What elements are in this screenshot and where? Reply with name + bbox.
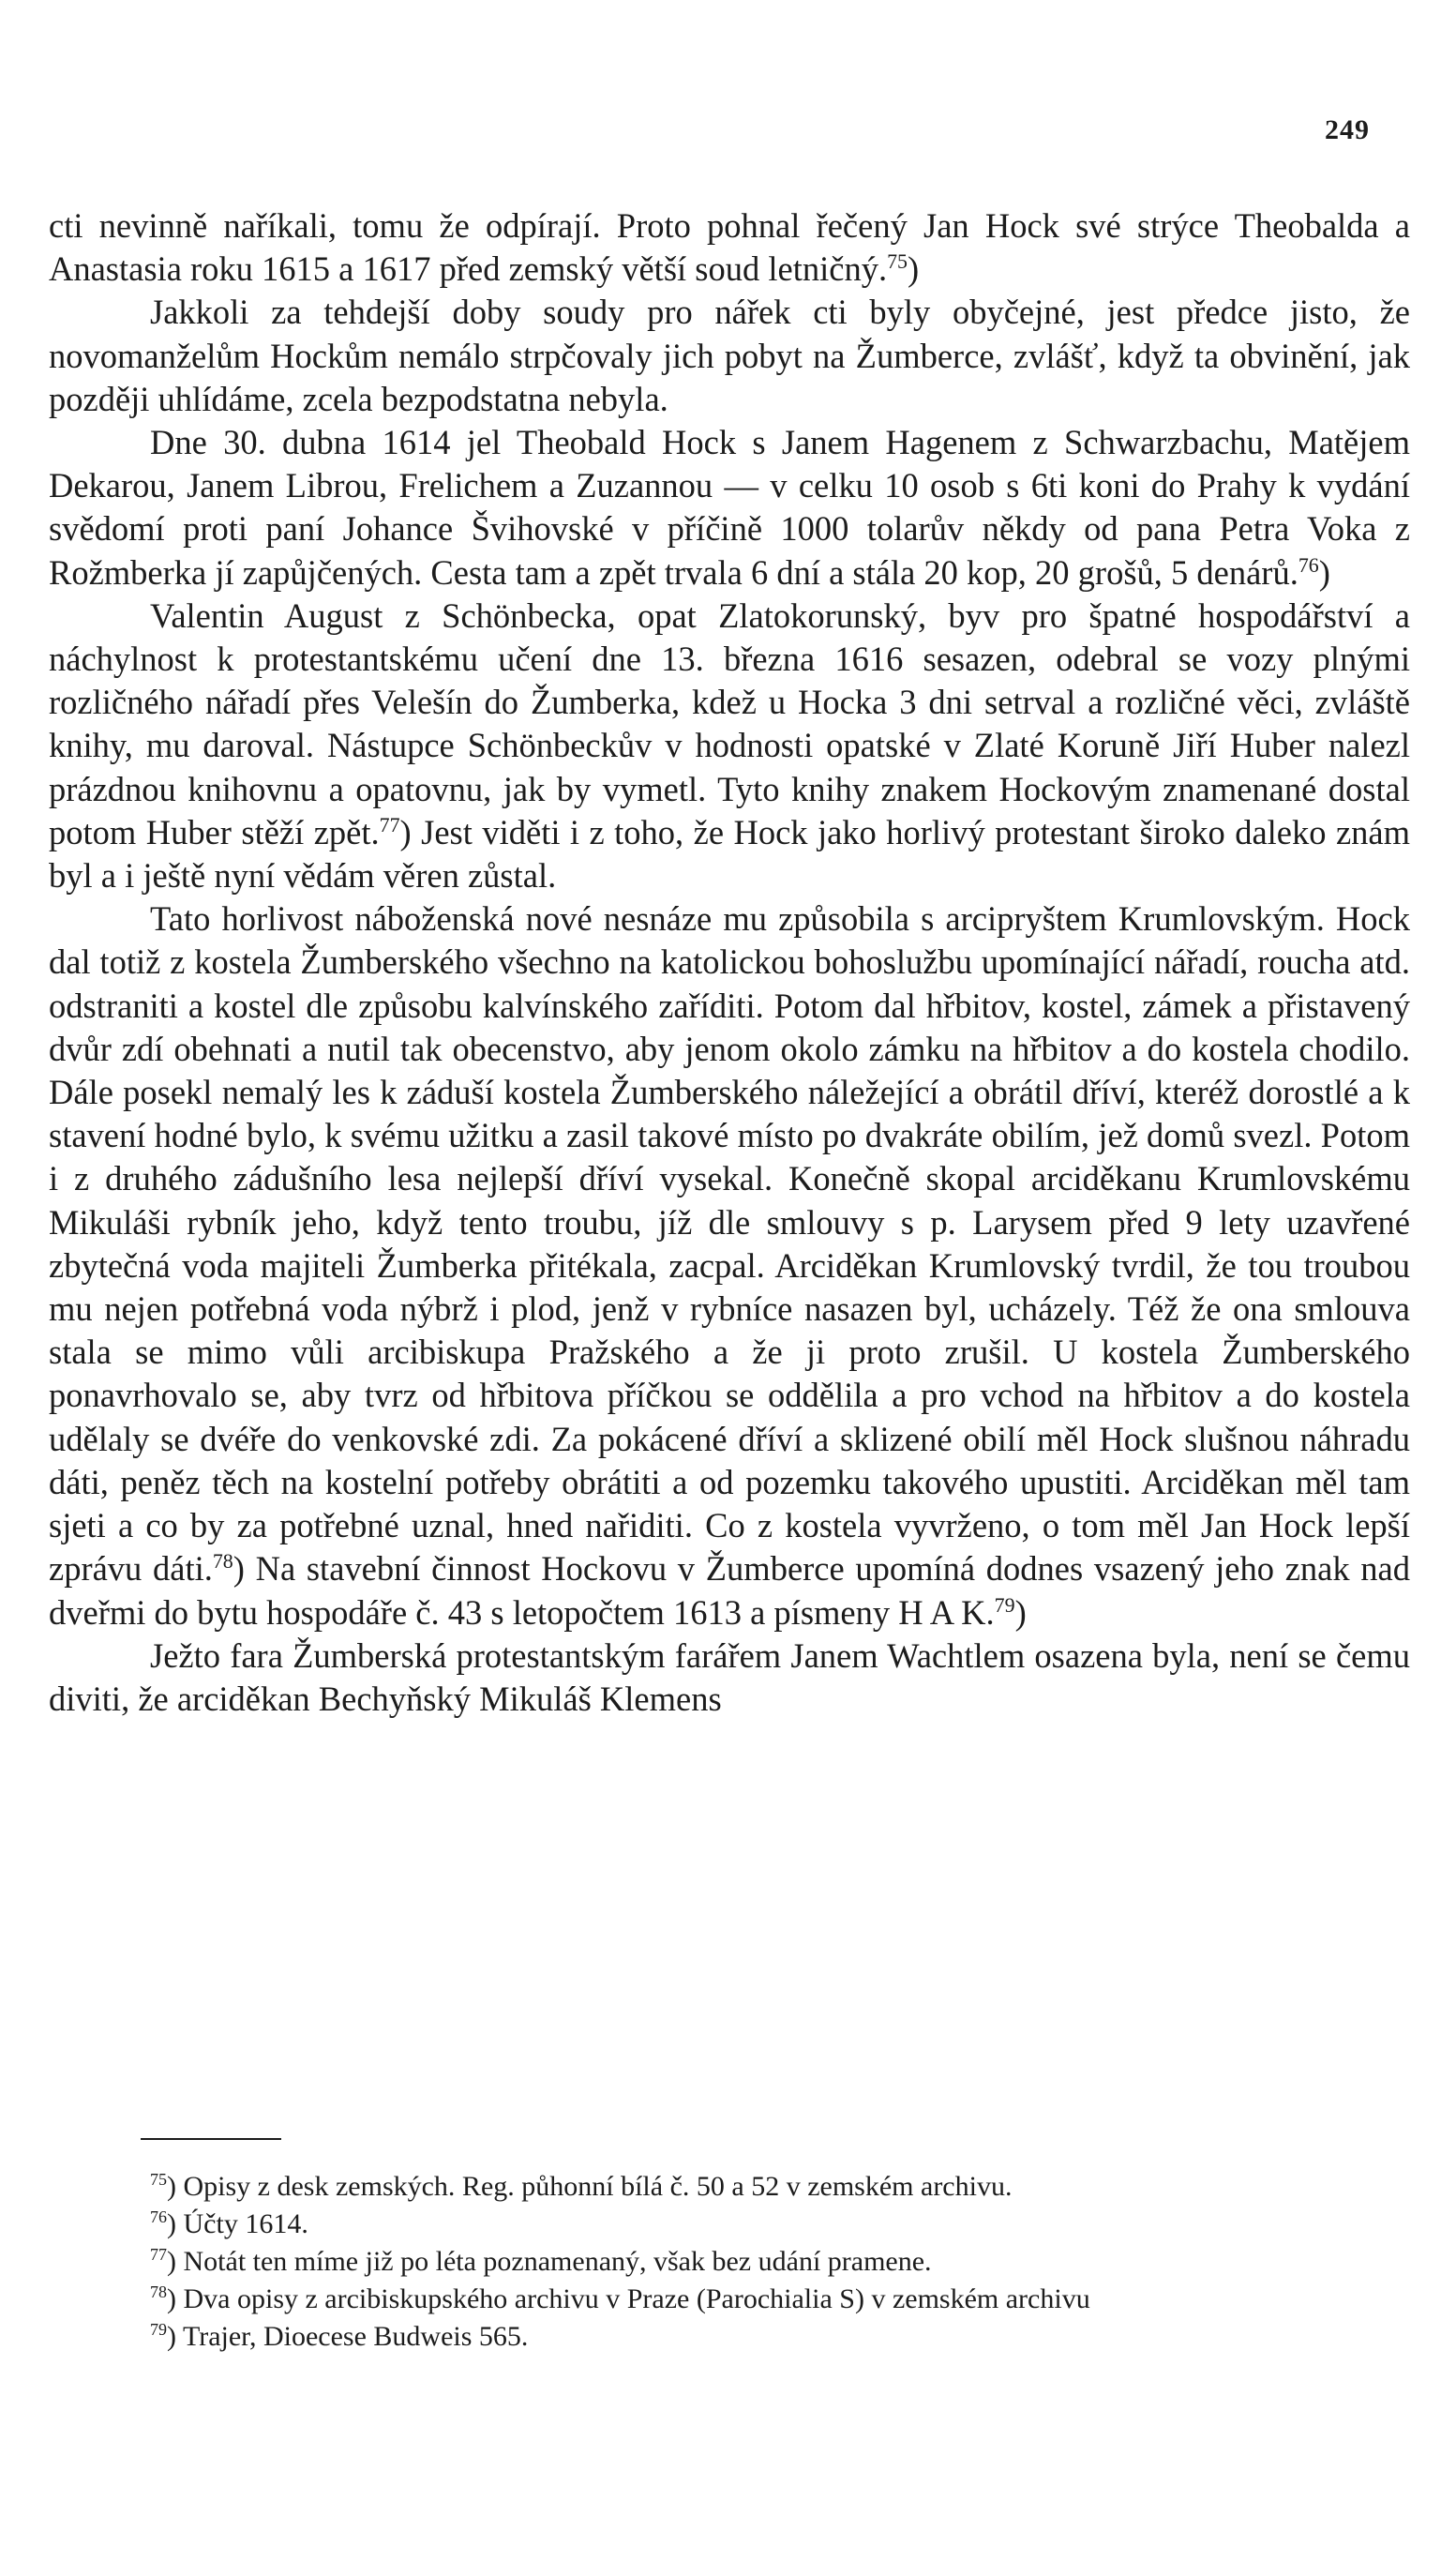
paragraph-1: cti nevinně naříkali, tomu že odpírají. Proto pohnal řečený Jan Hock své strýce Theobalda a Anastasia roku 1615 a 1617 před zemský větší soud letničný.$^{75}$) (49, 206, 1410, 289)
footnote-75: $^{75}$) Opisy z desk zemských. Reg. půhonní bílá č. 50 a 52 v zemském archivu. (150, 2170, 1013, 2202)
footnote-77: $^{77}$) Notát ten míme již po léta poznamenaný, však bez udání pramene. (150, 2245, 932, 2277)
footnote-76: $^{76}$) Účty 1614. (150, 2207, 308, 2239)
footnote-ref-76: 76 (1298, 552, 1319, 577)
footnote-79: $^{79}$) Trajer, Dioecese Budweis 565. (150, 2320, 529, 2352)
footnote-ref-77: 77 (379, 812, 400, 836)
footnote-divider (141, 2138, 281, 2140)
paragraph-4: Valentin August z Schönbecka, opat Zlatokorunský, byv pro špatné hospodářství a náchylnost k protestantskému učení dne 13. března 1616 sesazen, odebral se vozy plnými rozličného nářadí přes Velešín do Žumberka, kdež u Hocka 3 dni setrval a rozličné věci, zvláště knihy, mu daroval. Nástupce Schönbeckův v hodnosti opatské v Zlaté Koruně Jiří Huber nalezl prázdnou knihovnu a opatovnu, jak by vymetl. Tyto knihy znakem Hockovým znamenané dostal potom Huber stěží zpět.$^{77}$) Jest viděti i z toho, že Hock jako horlivý protestant široko daleko znám byl a i ještě nyní vědám věren zůstal. (49, 595, 1411, 896)
paragraph-2: Jakkoli za tehdejší doby soudy pro nářek cti byly obyčejné, jest předce jisto, že novomanželům Hockům nemálo strpčovaly jich pobyt na Žumberce, zvlášť, když ta obvinění, jak později uhlídáme, zcela bezpodstatna nebyla. (49, 293, 1410, 418)
footnotes (49, 2168, 1410, 2356)
paragraph-3: Dne 30. dubna 1614 jel Theobald Hock s Janem Hagenem z Schwarzbachu, Matějem Dekarou, Janem Librou, Frelichem a Zuzannou — v celku 10 osob s 6ti koni do Prahy k vydání svědomí proti paní Johance Švihovské v příčině 1000 tolarův někdy od pana Petra Voka z Rožmberka jí zapůjčených. Cesta tam a zpět trvala 6 dní a stála 20 kop, 20 grošů, 5 denárů.$^{76}$) (49, 423, 1410, 592)
footnote-ref-78: 78 (212, 1549, 233, 1574)
paragraph-6: Ježto fara Žumberská protestantským farářem Janem Wachtlem osazena byla, není se čemu diviti, že arciděkan Bechyňský Mikuláš Klemens (49, 1635, 1410, 1718)
footnote-ref-79: 79 (994, 1592, 1015, 1617)
page-number: 249 (1325, 114, 1370, 145)
footnote-78: $^{78}$) Dva opisy z arcibiskupského archivu v Praze (Parochialia S) v zemském archivu (150, 2282, 1090, 2314)
body-text (49, 204, 1410, 1721)
footnote-ref-75: 75 (887, 249, 908, 274)
paragraph-5: Tato horlivost náboženská nové nesnáze mu způsobila s arcipryštem Krumlovským. Hock dal totiž z kostela Žumberského všechno na katolickou bohoslužbu upomínající nářadí, roucha atd. odstraniti a kostel dle způsobu kalvínského zaříditi. Potom dal hřbitov, kostel, zámek a přistavený dvůr zdí obehnati a nutil tak obecenstvo, aby jenom okolo zámku na hřbitov a do kostela chodilo. Dále posekl nemalý les k záduší kostela Žumberského náležející a obrátil dříví, kteréž dorostlé a k stavení hodné bylo, k svému užitku a zasil takové místo po dvakráte obilím, jež domů svezl. Potom i z druhého zádušního lesa nejlepší dříví vysekal. Konečně skopal arciděkanu Krumlovskému Mikuláši rybník jeho, když tento troubu, jíž dle smlouvy s p. Larysem před 9 lety uzavřené zbytečná voda majiteli Žumberka přitékala, zacpal. Arciděkan Krumlovský tvrdil, že tou troubou mu nejen potřebná voda nýbrž i plod, jenž v rybníce nasazen byl, ucházely. Též že ona smlouva stala se mimo vůli arcibiskupa Pražského a že ji proto zrušil. U kostela Žumberského ponavrhovalo se, aby tvrz od hřbitova příčkou se oddělila a pro vchod na hřbitov a do kostela udělaly se dvéře do venkovské zdi. Za pokácené dříví a sklizené obilí měl Hock slušnou náhradu dáti, peněz těch na kostelní potřeby obrátiti a od pozemku takového upustiti. Arciděkan měl tam sjeti a co by za potřebné uznal, hned nařiditi. Co z kostela vyvrženo, o tom měl Jan Hock lepší zprávu dáti.$^{78}$) Na stavební činnost Hockovu v Žumberce upomíná dodnes vsazený jeho znak nad dveřmi do bytu hospodáře č. 43 s letopočtem 1613 a písmeny H A K.$^{79}$) (49, 899, 1410, 1632)
